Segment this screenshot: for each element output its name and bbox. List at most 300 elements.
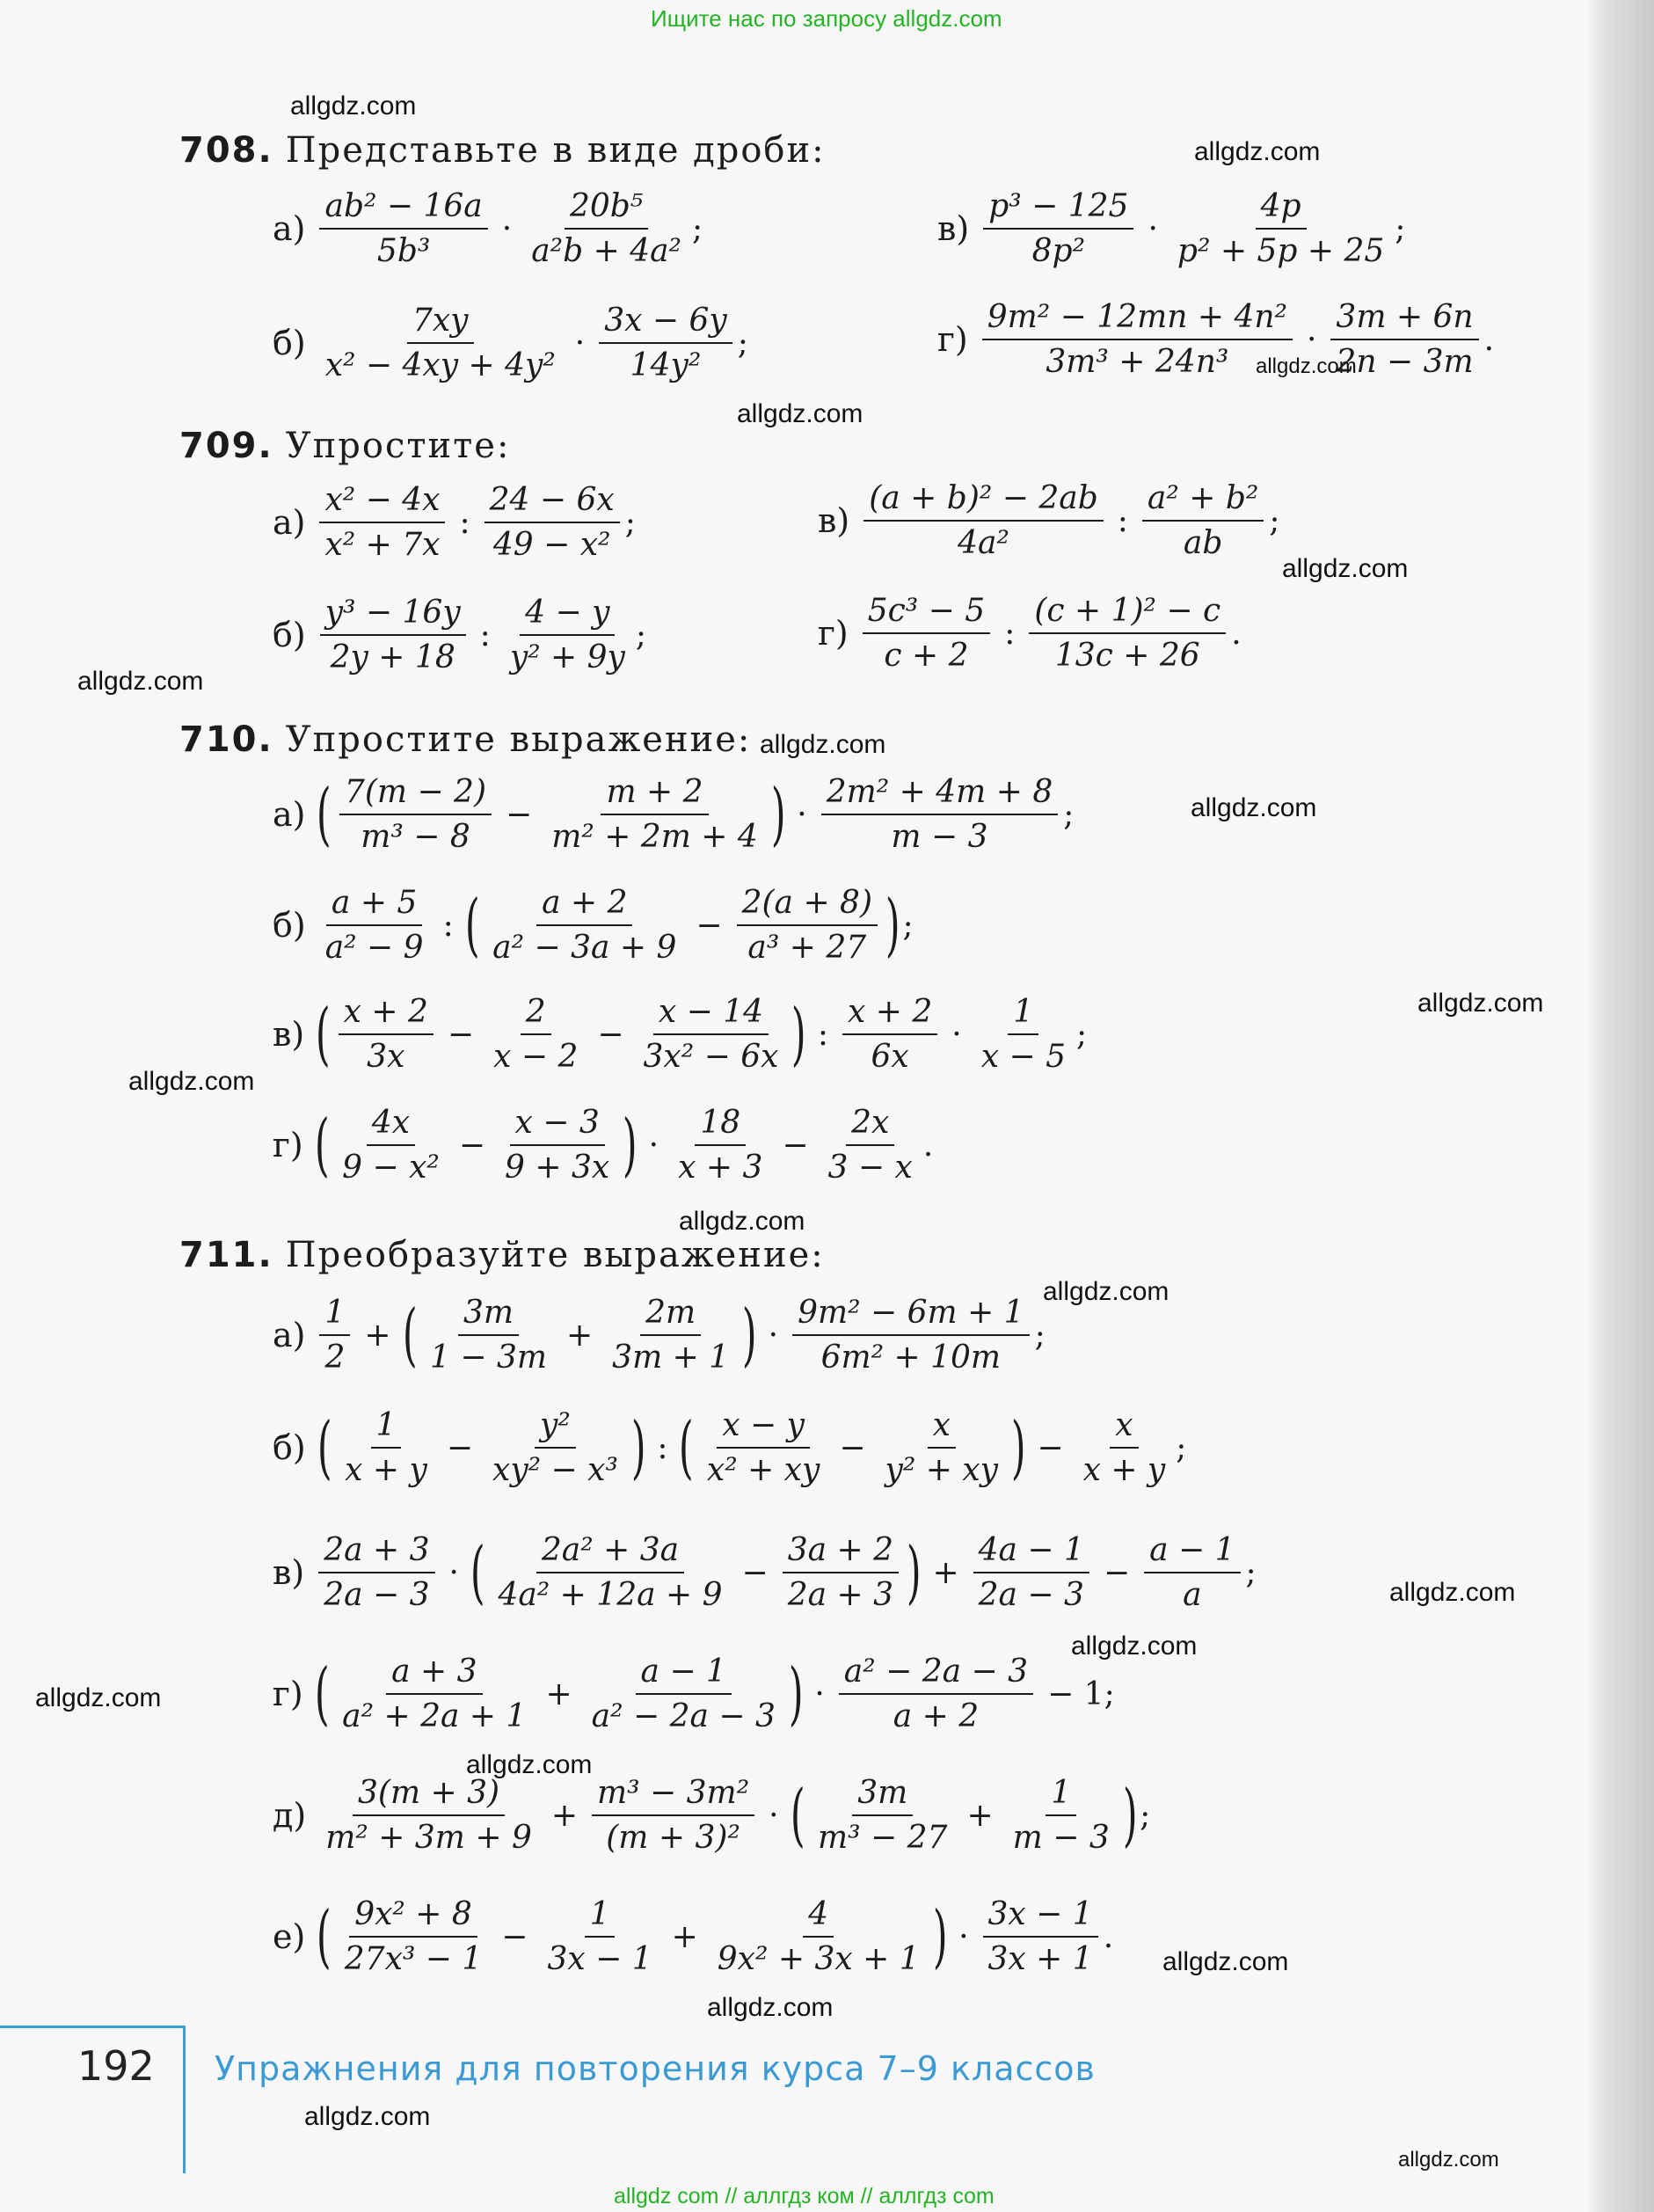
- operator: − 1;: [1047, 1675, 1115, 1712]
- numerator: x: [1110, 1407, 1138, 1449]
- denominator: 4a² + 12a + 9: [498, 1577, 723, 1614]
- denominator: 3m + 1: [612, 1340, 730, 1376]
- numerator: y²: [535, 1407, 576, 1449]
- denominator: 5b³: [376, 233, 431, 270]
- operator: :: [1004, 615, 1016, 652]
- denominator: 14y²: [630, 347, 702, 384]
- operator: −: [1103, 1554, 1131, 1591]
- fraction: [673, 1105, 768, 1186]
- ex710-v: [273, 994, 1087, 1076]
- numerator: 4: [803, 1896, 834, 1938]
- exercise-708-title: [179, 130, 826, 171]
- fraction: [319, 1295, 350, 1376]
- numerator: a² − 2a − 3: [839, 1654, 1033, 1695]
- operator: ·: [768, 1317, 779, 1354]
- operator: −: [597, 1016, 624, 1053]
- numerator: 3x − 1: [983, 1896, 1098, 1938]
- item-label: а): [273, 795, 306, 835]
- fraction: [339, 1407, 433, 1489]
- ex710-a: [273, 774, 1074, 856]
- numerator: 24 − 6x: [485, 482, 620, 523]
- exercise-number: 708.: [179, 130, 273, 171]
- numerator: x² − 4x: [319, 482, 445, 523]
- watermark: allgdz.com: [1043, 1277, 1169, 1306]
- denominator: 2y + 18: [330, 639, 455, 676]
- denominator: y² + 9y: [509, 639, 625, 676]
- numerator: a + 2: [536, 885, 632, 926]
- paren-open: (: [464, 886, 480, 966]
- fraction: [487, 1407, 623, 1489]
- denominator: 8p²: [1031, 233, 1086, 270]
- exercise-number: 711.: [179, 1235, 273, 1275]
- fraction: [1029, 593, 1226, 675]
- paren-close: ): [885, 886, 900, 966]
- fraction: [337, 1105, 445, 1186]
- fraction: [821, 774, 1059, 856]
- punctuation: ;: [737, 325, 748, 361]
- numerator: 2m: [640, 1295, 701, 1336]
- watermark: allgdz.com: [1162, 1947, 1289, 1976]
- fraction: [839, 1654, 1033, 1735]
- numerator: 3(m + 3): [353, 1775, 505, 1816]
- paren-close: ): [742, 1296, 757, 1376]
- numerator: y³ − 16y: [320, 595, 466, 636]
- denominator: ab: [1183, 525, 1223, 562]
- denominator: a: [1183, 1577, 1202, 1614]
- paren-open: (: [317, 775, 332, 855]
- fraction: [712, 1896, 925, 1978]
- numerator: 4 − y: [520, 595, 615, 636]
- punctuation: ;: [635, 617, 647, 653]
- numerator: 4a − 1: [973, 1532, 1089, 1573]
- paren-open: (: [402, 1296, 418, 1376]
- paren-close: ): [788, 1654, 804, 1734]
- paren-open: (: [470, 1533, 485, 1613]
- watermark: allgdz.com: [1389, 1578, 1516, 1607]
- denominator: 3x² − 6x: [643, 1039, 779, 1076]
- paren-open: (: [679, 1408, 695, 1488]
- fraction: [973, 1532, 1089, 1614]
- paren-open: (: [316, 995, 331, 1075]
- numerator: m³ − 3m²: [592, 1775, 754, 1816]
- paren-close: ): [623, 1106, 638, 1186]
- operator: ·: [574, 325, 586, 361]
- operator: ·: [814, 1675, 825, 1712]
- numerator: ab² − 16a: [319, 188, 487, 230]
- operator: −: [839, 1429, 866, 1466]
- numerator: 1: [1046, 1775, 1076, 1816]
- operator: ·: [769, 1797, 779, 1834]
- denominator: p² + 5p + 25: [1177, 233, 1385, 270]
- item-label: д): [273, 1796, 307, 1836]
- punctuation: ;: [1176, 1429, 1187, 1466]
- item-label: е): [273, 1917, 306, 1957]
- numerator: x − 3: [510, 1105, 605, 1146]
- ex711-d: [273, 1775, 1150, 1857]
- numerator: x − y: [717, 1407, 810, 1449]
- operator: +: [545, 1675, 572, 1712]
- fraction: [983, 1896, 1098, 1978]
- operator: ·: [1148, 210, 1158, 247]
- exercise-709-title: [179, 426, 510, 466]
- numerator: 1: [371, 1407, 402, 1449]
- ex711-g: [273, 1654, 1124, 1735]
- item-label: а): [273, 1316, 306, 1355]
- fraction: [823, 1105, 918, 1186]
- numerator: 3m: [852, 1775, 913, 1816]
- fraction: [339, 994, 434, 1076]
- fraction: [863, 480, 1104, 562]
- denominator: 9x² + 3x + 1: [717, 1941, 920, 1978]
- denominator: a³ + 27: [747, 930, 867, 967]
- item-label: б): [273, 324, 306, 363]
- item-label: г): [273, 1675, 303, 1714]
- watermark: allgdz.com: [1071, 1632, 1198, 1661]
- numerator: p³ − 125: [983, 188, 1133, 230]
- fraction: [880, 1407, 1003, 1489]
- numerator: 7(m − 2): [339, 774, 492, 815]
- fraction: [792, 1295, 1030, 1376]
- denominator: m² + 3m + 9: [325, 1820, 532, 1857]
- numerator: 3m + 6n: [1330, 299, 1478, 340]
- operator: −: [458, 1127, 486, 1164]
- fraction: [320, 885, 429, 967]
- operator: :: [459, 504, 470, 541]
- paren-close: ): [770, 775, 786, 855]
- numerator: x + 2: [842, 994, 937, 1035]
- denominator: 2: [324, 1340, 346, 1376]
- ex711-b: [273, 1407, 1186, 1489]
- fraction: [485, 482, 620, 564]
- numerator: 2: [521, 994, 551, 1035]
- operator: :: [479, 617, 491, 653]
- fraction: [587, 1654, 781, 1735]
- paren-close: ): [630, 1408, 646, 1488]
- watermark: allgdz.com: [77, 667, 204, 696]
- operator: +: [566, 1317, 594, 1354]
- punctuation: .: [1103, 1918, 1114, 1955]
- denominator: x + y: [345, 1452, 427, 1489]
- fraction: [487, 885, 681, 967]
- fraction: [592, 1775, 754, 1857]
- punctuation: ;: [624, 504, 636, 541]
- numerator: a − 1: [1144, 1532, 1240, 1573]
- exercise-711-title: [179, 1235, 825, 1275]
- denominator: 4a²: [958, 525, 1009, 562]
- fraction: [638, 994, 784, 1076]
- denominator: a + 2: [893, 1698, 980, 1735]
- paren-close: ): [1122, 1776, 1138, 1856]
- watermark: allgdz.com: [290, 91, 417, 120]
- paren-close: ): [1010, 1408, 1026, 1488]
- operator: −: [782, 1127, 809, 1164]
- item-label: г): [273, 1126, 303, 1165]
- fraction: [1008, 1775, 1115, 1857]
- denominator: 9 + 3x: [505, 1150, 610, 1186]
- paren-close: ): [791, 995, 807, 1075]
- ex709-b: [273, 595, 646, 676]
- watermark: allgdz.com: [1398, 2148, 1499, 2172]
- fraction: [607, 1295, 734, 1376]
- ex710-b: [273, 885, 914, 967]
- denominator: x² + xy: [706, 1452, 820, 1489]
- fraction: [783, 1532, 899, 1614]
- fraction: [425, 1295, 552, 1376]
- watermark: allgdz.com: [466, 1750, 593, 1779]
- fraction: [320, 1775, 537, 1857]
- fraction: [863, 593, 990, 675]
- fraction: [319, 482, 445, 564]
- punctuation: ;: [1395, 210, 1406, 247]
- numerator: x + 2: [339, 994, 434, 1035]
- item-label: г): [818, 614, 849, 653]
- operator: ·: [797, 796, 807, 833]
- denominator: 3m³ + 24n³: [1046, 344, 1229, 381]
- numerator: 20b⁵: [565, 188, 648, 230]
- numerator: a − 1: [636, 1654, 732, 1695]
- exercise-710-title: [179, 719, 751, 760]
- denominator: m − 3: [891, 819, 988, 856]
- fraction: [1330, 299, 1478, 381]
- numerator: a² + b²: [1142, 480, 1264, 522]
- fraction: [318, 1532, 434, 1614]
- numerator: (a + b)² − 2ab: [863, 480, 1104, 522]
- watermark: allgdz.com: [1282, 554, 1409, 583]
- watermark: allgdz.com: [128, 1067, 255, 1096]
- watermark: allgdz.com: [35, 1683, 162, 1712]
- denominator: x + 3: [678, 1150, 763, 1186]
- item-label: в): [818, 501, 850, 541]
- operator: −: [506, 796, 533, 833]
- item-label: а): [273, 503, 306, 543]
- item-label: в): [273, 1015, 305, 1055]
- numerator: 2a² + 3a: [536, 1532, 684, 1573]
- denominator: a² + 2a + 1: [342, 1698, 527, 1735]
- fraction: [702, 1407, 825, 1489]
- ex711-e: [273, 1896, 1113, 1978]
- denominator: 49 − x²: [492, 527, 611, 564]
- numerator: x − 14: [653, 994, 769, 1035]
- denominator: xy² − x³: [492, 1452, 618, 1489]
- paren-close: ): [906, 1533, 922, 1613]
- exercise-heading: Представьте в виде дроби:: [285, 130, 826, 171]
- numerator: 1: [319, 1295, 350, 1336]
- denominator: 3x − 1: [547, 1941, 652, 1978]
- numerator: 1: [1008, 994, 1038, 1035]
- exercise-heading: Преобразуйте выражение:: [285, 1235, 825, 1275]
- operator: :: [817, 1016, 829, 1053]
- fraction: [982, 299, 1293, 381]
- punctuation: ;: [692, 210, 703, 247]
- denominator: c + 2: [884, 638, 969, 675]
- denominator: m³ − 8: [361, 819, 470, 856]
- numerator: a + 5: [326, 885, 422, 926]
- item-label: г): [937, 320, 968, 360]
- operator: +: [364, 1317, 391, 1354]
- ex709-v: [818, 480, 1279, 562]
- denominator: 3x: [367, 1039, 405, 1076]
- denominator: y² + xy: [885, 1452, 998, 1489]
- numerator: 3x − 6y: [599, 303, 732, 344]
- operator: ·: [951, 1016, 962, 1053]
- fraction: [320, 303, 561, 384]
- operator: ·: [1306, 321, 1317, 358]
- operator: ·: [958, 1918, 969, 1955]
- operator: +: [966, 1797, 994, 1834]
- paren-open: (: [317, 1408, 332, 1488]
- fraction: [812, 1775, 952, 1857]
- numerator: x: [928, 1407, 956, 1449]
- denominator: 6x: [871, 1039, 909, 1076]
- denominator: a² − 2a − 3: [591, 1698, 776, 1735]
- running-footer: Упражнения для повторения курса 7–9 классов: [215, 2049, 1096, 2088]
- denominator: x − 5: [980, 1039, 1066, 1076]
- watermark: allgdz.com: [679, 1207, 805, 1236]
- watermark: allgdz.com: [737, 399, 863, 428]
- denominator: 27x³ − 1: [344, 1941, 483, 1978]
- denominator: 3 − x: [827, 1150, 913, 1186]
- denominator: m² + 2m + 4: [551, 819, 758, 856]
- paren-open: (: [317, 1897, 332, 1977]
- punctuation: ;: [1140, 1797, 1151, 1834]
- denominator: m³ − 27: [818, 1820, 948, 1857]
- numerator: 7xy: [407, 303, 474, 344]
- fraction: [842, 994, 937, 1076]
- denominator: 3x + 1: [987, 1941, 1093, 1978]
- fraction: [1172, 188, 1389, 270]
- denominator: 2a + 3: [787, 1577, 894, 1614]
- fraction: [976, 994, 1071, 1076]
- watermark: allgdz.com: [1417, 989, 1544, 1018]
- fraction: [546, 774, 763, 856]
- denominator: 1 − 3m: [430, 1340, 547, 1376]
- ex709-g: [818, 593, 1242, 675]
- watermark: allgdz.com: [707, 1993, 834, 2022]
- operator: +: [932, 1554, 959, 1591]
- operator: −: [1037, 1429, 1064, 1466]
- punctuation: ;: [902, 907, 914, 944]
- watermark: allgdz.com: [1256, 354, 1357, 378]
- exercise-number: 710.: [179, 719, 273, 760]
- denominator: a² − 3a + 9: [492, 930, 677, 967]
- fraction: [499, 1105, 615, 1186]
- punctuation: .: [1231, 615, 1242, 652]
- numerator: 5c³ − 5: [863, 593, 990, 634]
- ex711-v: [273, 1532, 1257, 1614]
- operator: −: [446, 1429, 474, 1466]
- numerator: 2(a + 8): [737, 885, 878, 926]
- denominator: 6m² + 10m: [820, 1340, 1002, 1376]
- fraction: [319, 188, 487, 270]
- fraction: [1142, 480, 1264, 562]
- watermark: allgdz.com: [760, 730, 886, 759]
- fraction: [983, 188, 1133, 270]
- denominator: 2a − 3: [978, 1577, 1084, 1614]
- ex708-g: [937, 299, 1494, 381]
- denominator: (m + 3)²: [606, 1820, 740, 1857]
- ex710-g: [273, 1105, 933, 1186]
- ex708-v: [937, 188, 1405, 270]
- numerator: 2m² + 4m + 8: [821, 774, 1059, 815]
- numerator: 4x: [367, 1105, 415, 1146]
- watermark: allgdz.com: [304, 2102, 431, 2131]
- fraction: [1078, 1407, 1171, 1489]
- denominator: a² − 9: [324, 930, 424, 967]
- operator: :: [657, 1429, 668, 1466]
- numerator: 2x: [846, 1105, 894, 1146]
- watermark: allgdz.com: [1191, 793, 1317, 822]
- numerator: 4p: [1256, 188, 1307, 230]
- fraction: [488, 994, 583, 1076]
- fraction: [320, 595, 466, 676]
- numerator: 1: [585, 1896, 616, 1938]
- exercise-number: 709.: [179, 426, 273, 466]
- numerator: 18: [695, 1105, 746, 1146]
- denominator: x + y: [1082, 1452, 1166, 1489]
- punctuation: ;: [1076, 1016, 1088, 1053]
- fraction: [339, 1896, 488, 1978]
- numerator: 3a + 2: [783, 1532, 899, 1573]
- fraction: [337, 1654, 531, 1735]
- punctuation: ;: [1245, 1554, 1257, 1591]
- denominator: 2a − 3: [324, 1577, 430, 1614]
- operator: +: [671, 1918, 698, 1955]
- item-label: в): [273, 1553, 305, 1593]
- fraction: [737, 885, 878, 967]
- punctuation: ;: [1269, 502, 1280, 539]
- paren-close: ): [932, 1897, 948, 1977]
- item-label: б): [273, 1428, 306, 1468]
- operator: :: [442, 907, 454, 944]
- numerator: (c + 1)² − c: [1029, 593, 1226, 634]
- denominator: 2n − 3m: [1336, 344, 1474, 381]
- operator: ·: [448, 1554, 459, 1591]
- operator: −: [696, 907, 723, 944]
- fraction: [492, 1532, 727, 1614]
- punctuation: .: [922, 1127, 934, 1164]
- numerator: 3m: [458, 1295, 519, 1336]
- numerator: a + 3: [386, 1654, 482, 1695]
- fraction: [599, 303, 732, 384]
- item-label: в): [937, 209, 970, 249]
- fraction: [526, 188, 687, 270]
- watermark-bottom: allgdz com // аллгдз ком // аллгдз com: [614, 2184, 995, 2208]
- page-edge-shadow: [1588, 0, 1654, 2212]
- fraction: [542, 1896, 657, 1978]
- ex709-a: [273, 482, 636, 564]
- numerator: m + 2: [601, 774, 708, 815]
- watermark: allgdz.com: [1194, 137, 1321, 166]
- denominator: x − 2: [493, 1039, 579, 1076]
- numerator: 9m² − 6m + 1: [792, 1295, 1030, 1336]
- operator: +: [550, 1797, 579, 1834]
- operator: −: [741, 1554, 769, 1591]
- denominator: 13c + 26: [1054, 638, 1200, 675]
- item-label: б): [273, 616, 306, 655]
- numerator: 9x² + 8: [349, 1896, 477, 1938]
- denominator: x² + 7x: [324, 527, 441, 564]
- paren-open: (: [314, 1106, 330, 1186]
- fraction: [1144, 1532, 1240, 1614]
- item-label: б): [273, 906, 306, 945]
- denominator: m − 3: [1012, 1820, 1110, 1857]
- exercise-heading: Упростите выражение:: [285, 719, 752, 760]
- operator: ·: [501, 210, 513, 247]
- numerator: 9m² − 12mn + 4n²: [982, 299, 1293, 340]
- ex711-a: [273, 1295, 1046, 1376]
- watermark-top: Ищите нас по запросу allgdz.com: [651, 5, 1002, 32]
- operator: −: [447, 1016, 475, 1053]
